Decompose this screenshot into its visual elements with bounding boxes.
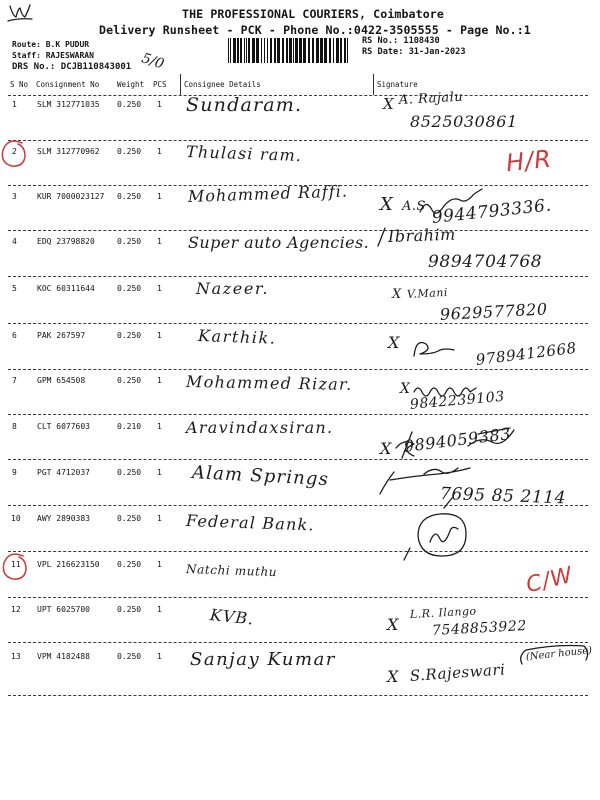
consignment-number: SLM 312771035 xyxy=(37,100,100,109)
weight-value: 0.250 xyxy=(117,376,142,385)
receiver-phone: 9894704768 xyxy=(428,252,543,272)
row-separator xyxy=(8,695,588,696)
column-header-sno: S No xyxy=(10,80,29,89)
weight-value: 0.250 xyxy=(117,331,142,340)
route-value: B.K PUDUR xyxy=(45,40,90,49)
barcode-bar xyxy=(320,38,323,63)
consignee-name: Alam Springs xyxy=(191,462,330,491)
consignee-name: Nazeer. xyxy=(196,279,270,298)
consignee-name: KVB. xyxy=(209,605,256,629)
consignee-name: Federal Bank. xyxy=(185,511,316,535)
row-serial-number: 10 xyxy=(11,514,21,523)
pieces-count: 1 xyxy=(157,652,162,661)
consignment-number: EDQ 23798820 xyxy=(37,237,95,246)
consignment-number: KUR 7000023127 xyxy=(37,192,105,201)
row-serial-number: 8 xyxy=(12,422,17,431)
staff-value: RAJESWARAN xyxy=(45,51,94,60)
drs-label: DRS No.: xyxy=(12,62,56,72)
consignee-name: Mohammed Rizar. xyxy=(185,372,353,394)
company-title: THE PROFESSIONAL COURIERS, Coimbatore xyxy=(182,7,444,21)
barcode xyxy=(228,38,352,63)
barcode-bar xyxy=(289,38,292,63)
handwritten-count: 5/0 xyxy=(139,50,166,73)
staff-label: Staff: xyxy=(12,51,41,60)
consignment-number: UPT 6025700 xyxy=(37,605,90,614)
pieces-count: 1 xyxy=(157,192,162,201)
row-serial-number: 13 xyxy=(11,652,21,661)
weight-value: 0.250 xyxy=(117,192,142,201)
signature-scribble xyxy=(414,343,454,357)
pieces-count: 1 xyxy=(157,331,162,340)
red-status-note: H/R xyxy=(504,144,554,178)
row-separator xyxy=(8,505,588,506)
weight-value: 0.250 xyxy=(117,560,142,569)
barcode-bar xyxy=(248,38,250,63)
barcode-bar xyxy=(347,38,348,63)
column-divider xyxy=(373,74,374,95)
barcode-bar xyxy=(228,38,229,63)
barcode-bar xyxy=(299,38,302,63)
consignment-number: VPL 216623150 xyxy=(37,560,100,569)
row-separator xyxy=(8,642,588,643)
barcode-bar xyxy=(237,38,239,63)
column-header-signature: Signature xyxy=(377,80,418,89)
receiver-phone: 7548853922 xyxy=(431,618,528,639)
signature-x-mark: X xyxy=(400,381,410,397)
receiver-phone: 9629577820 xyxy=(439,299,549,324)
pieces-count: 1 xyxy=(157,605,162,614)
weight-value: 0.250 xyxy=(117,468,142,477)
weight-value: 0.250 xyxy=(117,284,142,293)
row-separator xyxy=(8,230,588,231)
rs-no-label: RS No.: xyxy=(362,36,399,46)
pieces-count: 1 xyxy=(157,422,162,431)
barcode-bar xyxy=(264,38,265,63)
rs-no-line xyxy=(362,36,440,46)
barcode-bar xyxy=(286,38,288,63)
weight-value: 0.250 xyxy=(117,147,142,156)
row-serial-number: 6 xyxy=(12,331,17,340)
consignment-number: KOC 60311644 xyxy=(37,284,95,293)
row-serial-number: 7 xyxy=(12,376,17,385)
signature-x-mark: X xyxy=(387,667,399,686)
row-separator xyxy=(8,369,588,370)
receiver-name: A. Rajalu xyxy=(398,89,464,108)
consignee-name: Mohammed Raffi. xyxy=(187,181,349,206)
barcode-bar xyxy=(316,38,319,63)
barcode-bar xyxy=(329,38,331,63)
weight-value: 0.250 xyxy=(117,652,142,661)
consignee-name: Super auto Agencies. xyxy=(188,233,370,252)
weight-value: 0.250 xyxy=(117,605,142,614)
receiver-phone: 9789412668 xyxy=(474,338,578,369)
signature-x-mark: X xyxy=(380,439,392,458)
rs-date-value: 31-Jan-2023 xyxy=(408,47,466,57)
row-separator xyxy=(8,459,588,460)
column-divider xyxy=(180,74,181,95)
barcode-bar xyxy=(244,38,245,63)
receiver-name: S.Rajeswari xyxy=(409,660,506,685)
barcode-bar xyxy=(230,38,231,63)
receiver-phone: 9842239103 xyxy=(409,388,506,413)
consignee-name: Natchi muthu xyxy=(185,562,278,580)
consignee-name: Thulasi ram. xyxy=(185,142,303,166)
receiver-name: V.Mani xyxy=(406,285,449,301)
consignment-number: SLM 312770962 xyxy=(37,147,100,156)
drs-line xyxy=(12,62,131,72)
receiver-note: (Near house) xyxy=(525,645,593,663)
receiver-phone: 9894059383 xyxy=(402,423,513,456)
column-header-pcs: PCS xyxy=(153,80,167,89)
signature-x-mark: X xyxy=(387,615,399,634)
route-label: Route: xyxy=(12,40,41,49)
receiver-name: Ibrahim xyxy=(387,224,457,246)
pieces-count: 1 xyxy=(157,100,162,109)
row-serial-number: 1 xyxy=(12,100,17,109)
consignment-number: AWY 2890383 xyxy=(37,514,90,523)
pieces-count: 1 xyxy=(157,560,162,569)
barcode-bar xyxy=(344,38,346,63)
red-status-note: C/W xyxy=(523,562,576,599)
barcode-bar xyxy=(240,38,242,63)
row-separator xyxy=(8,140,588,141)
barcode-bar xyxy=(303,38,306,63)
row-separator xyxy=(8,276,588,277)
route-line xyxy=(12,40,89,49)
barcode-bar xyxy=(333,38,334,63)
signature-x-mark: X xyxy=(388,333,400,352)
row-serial-number: 3 xyxy=(12,192,17,201)
weight-value: 0.250 xyxy=(117,514,142,523)
barcode-bar xyxy=(282,38,284,63)
consignment-number: VPM 4182488 xyxy=(37,652,90,661)
row-separator xyxy=(8,551,588,552)
pieces-count: 1 xyxy=(157,376,162,385)
signature-x-mark: X xyxy=(392,287,402,302)
barcode-bar xyxy=(261,38,262,63)
consignee-name: Sundaram. xyxy=(186,94,303,116)
consignee-name: Aravindaxsiran. xyxy=(186,418,334,437)
weight-value: 0.250 xyxy=(117,100,142,109)
barcode-bar xyxy=(267,38,268,63)
consignment-number: PGT 4712037 xyxy=(37,468,90,477)
column-header-weight: Weight xyxy=(117,80,145,89)
signature-x-mark: X xyxy=(380,194,393,215)
signature-x-mark: X xyxy=(383,95,394,113)
consignee-name: Karthik. xyxy=(197,326,277,348)
receiver-phone: 8525030861 xyxy=(410,112,518,131)
consignment-number: CLT 6077603 xyxy=(37,422,90,431)
column-header-consignment: Consignment No xyxy=(36,80,100,89)
barcode-bar xyxy=(336,38,339,63)
receiver-phone: 9944793336. xyxy=(430,195,553,228)
pieces-count: 1 xyxy=(157,284,162,293)
pieces-count: 1 xyxy=(157,237,162,246)
barcode-bar xyxy=(270,38,272,63)
barcode-bar xyxy=(274,38,276,63)
row-serial-number: 9 xyxy=(12,468,17,477)
pieces-count: 1 xyxy=(157,468,162,477)
row-serial-number: 12 xyxy=(11,605,21,614)
row-separator xyxy=(8,414,588,415)
barcode-bar xyxy=(295,38,298,63)
handwritten-initial-mark xyxy=(8,5,32,21)
receiver-name: A.S xyxy=(402,199,426,214)
runsheet-subtitle: Delivery Runsheet - PCK - Phone No.:0422-3505555 - Page No.:1 xyxy=(99,23,531,37)
barcode-bar xyxy=(246,38,247,63)
row-separator xyxy=(8,597,588,598)
pieces-count: 1 xyxy=(157,147,162,156)
rs-date-line xyxy=(362,47,466,57)
column-header-consignee: Consignee Details xyxy=(184,80,261,89)
barcode-bar xyxy=(233,38,236,63)
pieces-count: 1 xyxy=(157,514,162,523)
barcode-bar xyxy=(340,38,342,63)
barcode-bar xyxy=(293,38,294,63)
rs-no-value: 1108430 xyxy=(403,36,440,46)
row-serial-number: 5 xyxy=(12,284,17,293)
row-serial-number: 11 xyxy=(11,560,21,569)
receiver-name: L.R. Ilango xyxy=(409,604,477,621)
barcode-bar xyxy=(252,38,255,63)
barcode-bar xyxy=(324,38,327,63)
drs-value: DCJB110843001 xyxy=(60,62,132,72)
row-separator xyxy=(8,323,588,324)
weight-value: 0.210 xyxy=(117,422,142,431)
row-serial-number: 2 xyxy=(12,147,17,156)
consignee-name: Sanjay Kumar xyxy=(190,649,336,670)
receiver-phone: 7695 85 2114 xyxy=(439,484,567,509)
barcode-bar xyxy=(308,38,310,63)
consignment-number: PAK 267597 xyxy=(37,331,86,340)
barcode-bar xyxy=(277,38,280,63)
barcode-bar xyxy=(312,38,314,63)
barcode-bar xyxy=(256,38,259,63)
rs-date-label: RS Date: xyxy=(362,47,404,57)
row-serial-number: 4 xyxy=(12,237,17,246)
staff-line xyxy=(12,51,94,60)
weight-value: 0.250 xyxy=(117,237,142,246)
consignment-number: GPM 654508 xyxy=(37,376,86,385)
